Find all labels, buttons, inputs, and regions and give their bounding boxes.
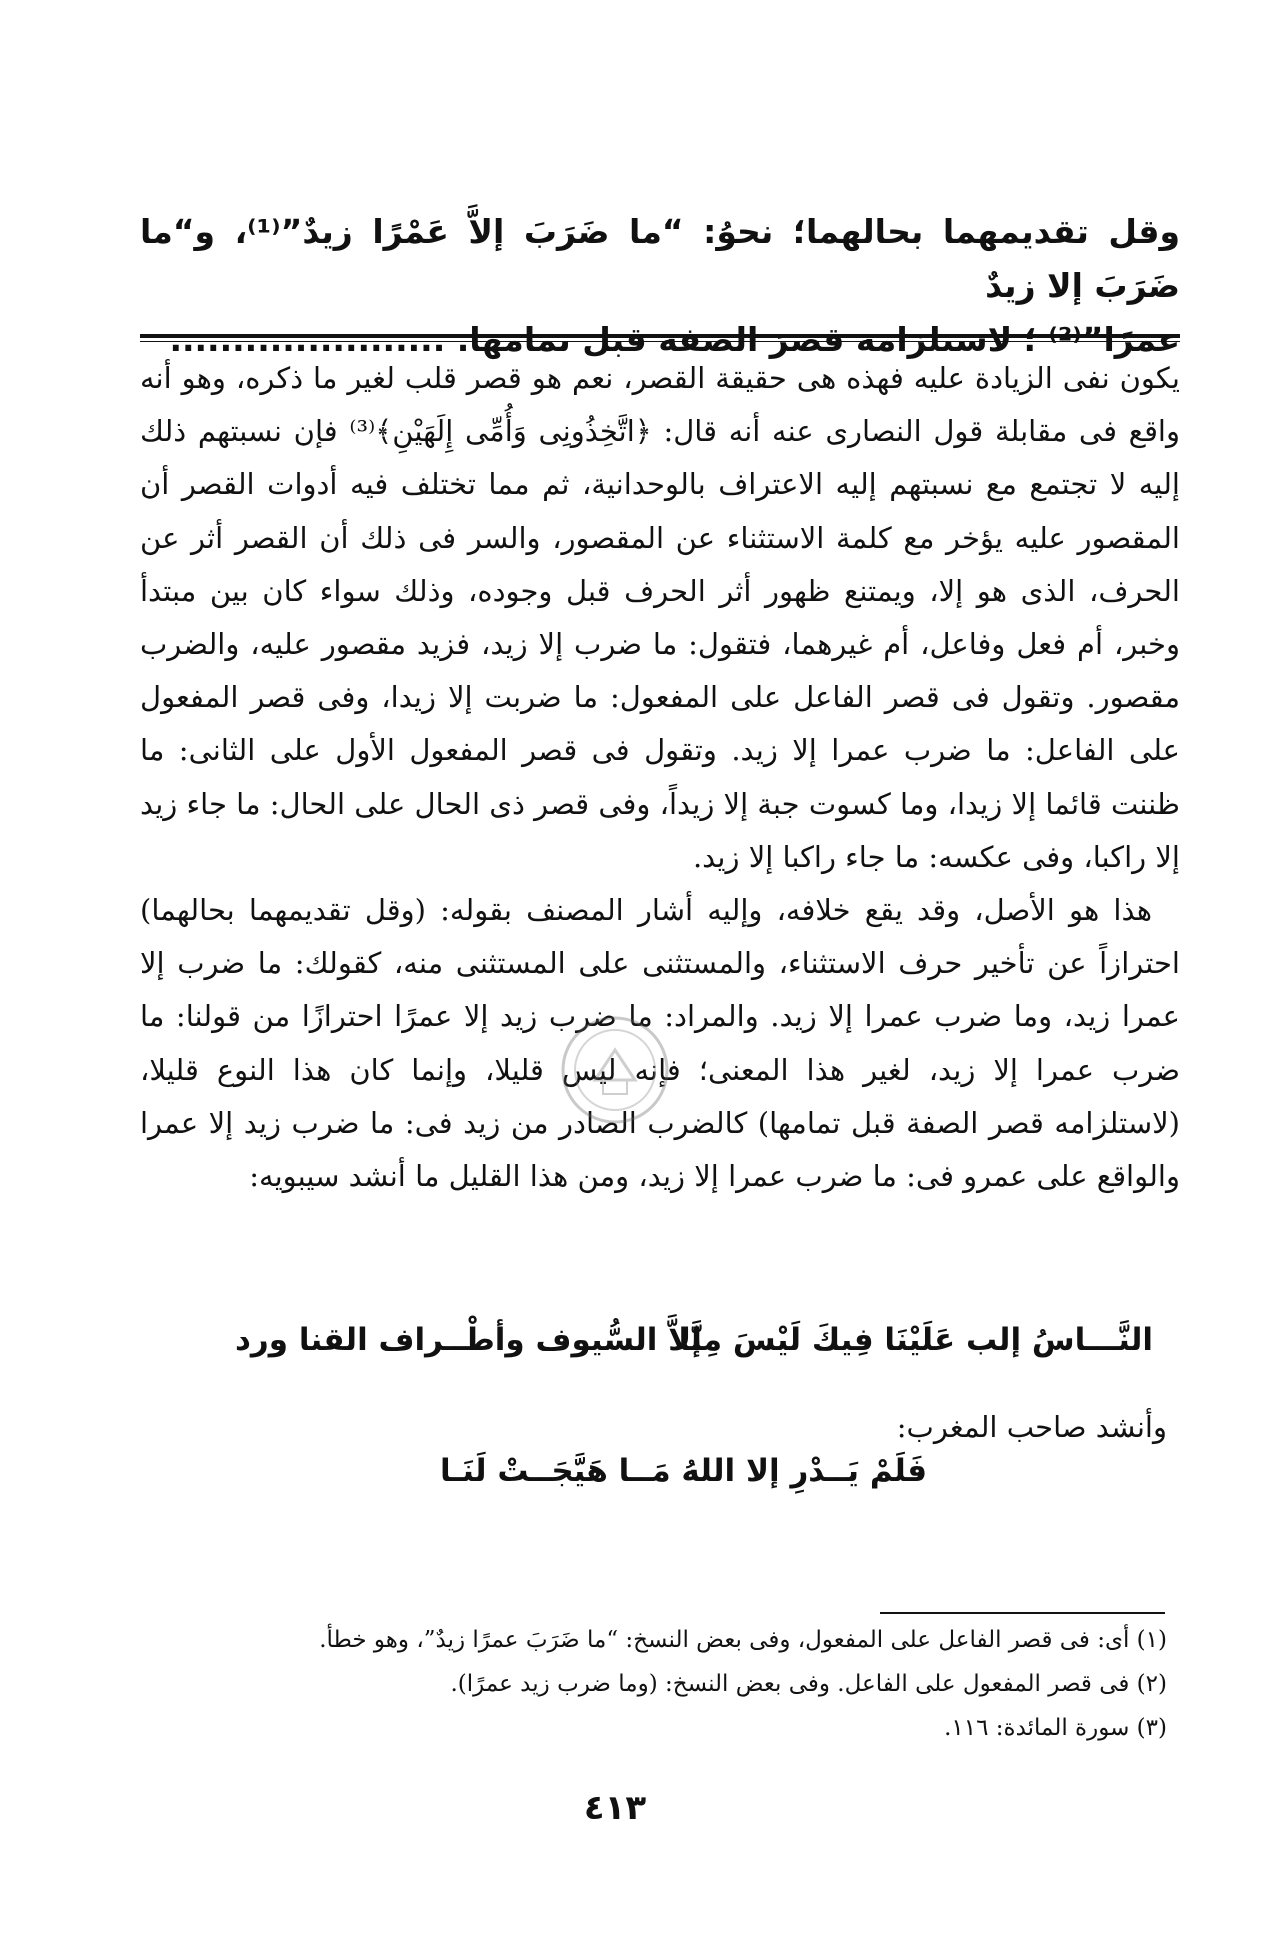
verse-1-first-hemistich: النَّـــاسُ إلب عَلَيْنَا فِيكَ لَيْسَ مِنَّا: [678, 1322, 1153, 1358]
verse-1-second-hemistich: إلاَّ السُّيوف وأطْــراف القنا ورد: [235, 1322, 702, 1358]
separator-rule-thin: [140, 341, 1180, 342]
footnote-2: (٢) فى قصر المفعول على الفاعل. وفى بعض النسخ: (وما ضرب زيد عمرًا).: [450, 1671, 1167, 1697]
page-number: ٤١٣: [583, 1788, 647, 1828]
footnotes: [319, 1618, 1167, 1750]
footnote-1: (١) أى: فى قصر الفاعل على المفعول، وفى بعض النسخ: “ما ضَرَبَ عمرًا زيدٌ”، وهو خطأ.: [319, 1627, 1167, 1653]
commentary-paragraph-2: هذا هو الأصل، وقد يقع خلافه، وإليه أشار المصنف بقوله: (وقل تقديمهما بحالهما) احترازاً عن تأخير حرف الاستثناء، والمستثنى على المستثنى منه، كقولك: ما ضرب إلا عمرا زيد، وما ضرب عمرا إلا زيد. والمراد: ما ضرب زيد إلا عمرًا احترازًا من قولنا: ما ضرب عمرا إلا زيد، لغير هذا المعنى؛ فإنه ليس قليلا، وإنما كان هذا النوع قليلا، (لاستلزامه قصر الصفة قبل تمامها) كالضرب الصادر من زيد فى: ما ضرب زيد إلا عمرا والواقع على عمرو فى: ما ضرب عمرا إلا زيد، ومن هذا القليل ما أنشد سيبويه:: [140, 893, 1180, 1194]
verse-2: فَلَمْ يَــدْرِ إلا اللهُ مَــا هَيَّجَــتْ لَنَـا: [440, 1453, 928, 1489]
matn-text: [140, 205, 1180, 367]
footnote-3: (٣) سورة المائدة: ١١٦.: [944, 1715, 1167, 1741]
footnote-rule: [880, 1612, 1165, 1614]
matn-line-1: وقل تقديمهما بحالهما؛ نحوُ: “ما ضَرَبَ إلاَّ عَمْرًا زيدٌ”⁽¹⁾، و“ما ضَرَبَ إلا زيدٌ: [140, 212, 1180, 305]
verse-2-intro: وأنشد صاحب المغرب:: [896, 1410, 1167, 1444]
separator-rule-thick: [140, 334, 1180, 338]
library-seal-icon: [555, 1010, 675, 1130]
matn-line-2: عمرًا”⁽²⁾ ؛ لاستلزامه قصرَ الصفة قبل تمامها. ......................: [169, 320, 1180, 359]
commentary-paragraph-1: يكون نفى الزيادة عليه فهذه هى حقيقة القصر، نعم هو قصر قلب لغير ما ذكره، وهو أنه واقع فى مقابلة قول النصارى عنه أنه قال: ﴿اتَّخِذُونِى وَأُمِّى إِلَهَيْنِ﴾⁽³⁾ فإن نسبتهم ذلك إليه لا تجتمع مع نسبتهم إليه الاعتراف بالوحدانية، ثم مما تختلف فيه أدوات القصر أن المقصور عليه يؤخر مع كلمة الاستثناء عن المقصور، والسر فى ذلك أن القصر أثر عن الحرف، الذى هو إلا، ويمتنع ظهور أثر الحرف قبل وجوده، وذلك سواء كان بين مبتدأ وخبر، أم فعل وفاعل، أم غيرهما، فتقول: ما ضرب إلا زيد، فزيد مقصور عليه، والضرب مقصور. وتقول فى قصر الفاعل على المفعول: ما ضربت إلا زيدا، وفى قصر المفعول على الفاعل: ما ضرب عمرا إلا زيد. وتقول فى قصر المفعول الأول على الثانى: ما ظننت قائما إلا زيدا، وما كسوت جبة إلا زيداً، وفى قصر ذى الحال على الحال: ما جاء زيد إلا راكبا، وفى عكسه: ما جاء راكبا إلا زيد.: [140, 361, 1180, 874]
